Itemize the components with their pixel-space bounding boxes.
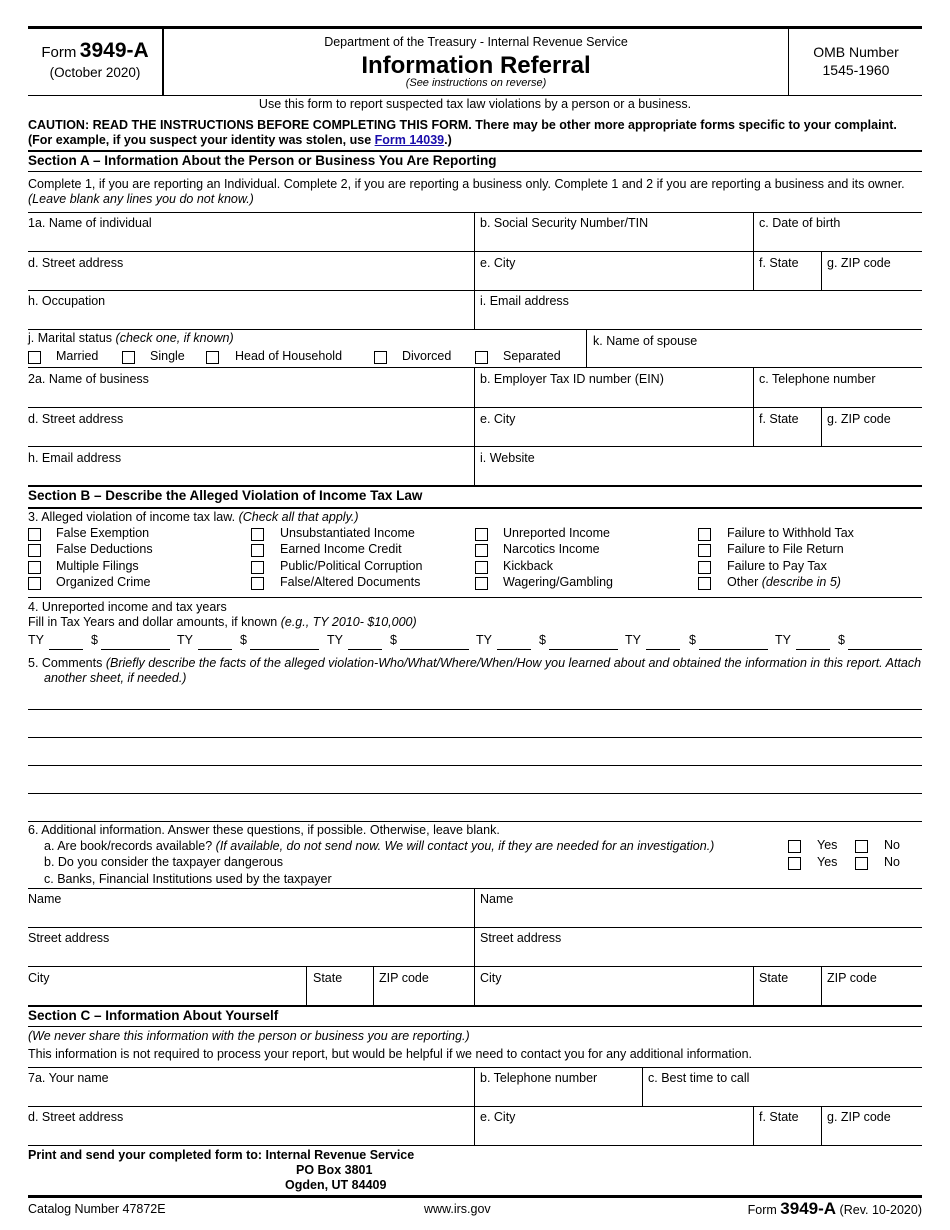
checkbox-6b-no[interactable]: [855, 857, 868, 870]
col-divider: [753, 966, 754, 1005]
department: Department of the Treasury - Internal Revenue Service: [324, 35, 628, 49]
label-failure-to-pay-tax: Failure to Pay Tax: [727, 559, 827, 573]
row-rule: [28, 446, 922, 447]
label-unreported-income: Unreported Income: [503, 526, 611, 540]
question-5-note: (Briefly describe the facts of the alleged violation-Who/What/Where/When/How you learned about and obtained the information in this report. Attach: [105, 656, 922, 670]
question-6b: b. Do you consider the taxpayer dangerous: [44, 855, 284, 869]
section-b-top-rule: [28, 485, 922, 487]
question-3-label: 3. Alleged violation of income tax law.: [28, 510, 236, 524]
checkbox-failure-to-withhold-tax[interactable]: [698, 528, 711, 541]
checkbox-separated[interactable]: [475, 351, 488, 364]
bank-2-street-label: Street address: [480, 931, 562, 945]
ty-label-3: TY: [327, 633, 343, 647]
field-7e-label: e. City: [480, 1110, 516, 1124]
label-kickback: Kickback: [503, 559, 554, 573]
checkbox-6a-yes[interactable]: [788, 840, 801, 853]
section-a-top-rule: [28, 150, 922, 152]
dollar-label-3: $: [390, 633, 397, 647]
row-rule: [28, 966, 922, 967]
section-c-note-2: This information is not required to process your report, but would be helpful if we need to contact you for any additional information.: [28, 1047, 753, 1061]
field-7b-label: b. Telephone number: [480, 1071, 598, 1085]
checkbox-public-political-corruption[interactable]: [251, 561, 264, 574]
field-1k-label: k. Name of spouse: [593, 334, 698, 348]
checkbox-other[interactable]: [698, 577, 711, 590]
form-14039-link[interactable]: Form 14039: [374, 133, 445, 147]
header-divider-right: [788, 28, 789, 95]
field-2i-label: i. Website: [480, 451, 535, 465]
field-7d-label: d. Street address: [28, 1110, 124, 1124]
amount-input-3[interactable]: [400, 649, 469, 650]
bank-2-name-label: Name: [480, 892, 514, 906]
ty-label-6: TY: [775, 633, 791, 647]
section-a-title: Section A – Information About the Person or Business You Are Reporting: [28, 153, 497, 168]
label-multiple-filings: Multiple Filings: [56, 559, 139, 573]
label-divorced: Divorced: [402, 349, 452, 363]
form-date: (October 2020): [49, 65, 141, 80]
checkbox-narcotics-income[interactable]: [475, 544, 488, 557]
field-1c-label: c. Date of birth: [759, 216, 841, 230]
label-earned-income-credit: Earned Income Credit: [280, 542, 402, 556]
label-separated: Separated: [503, 349, 561, 363]
field-2e-label: e. City: [480, 412, 516, 426]
dollar-label-4: $: [539, 633, 546, 647]
question-6c: c. Banks, Financial Institutions used by the taxpayer: [44, 872, 332, 886]
row-rule: [28, 597, 922, 598]
comment-line-1[interactable]: [28, 709, 922, 710]
bank-1-zip-label: ZIP code: [379, 971, 429, 985]
checkbox-false-exemption[interactable]: [28, 528, 41, 541]
row-rule: [28, 1145, 922, 1146]
label-6b-yes: Yes: [817, 855, 838, 869]
mailing-line-2: PO Box 3801: [296, 1163, 373, 1177]
ty-input-1[interactable]: [49, 649, 83, 650]
row-rule: [28, 290, 922, 291]
field-2a-label: 2a. Name of business: [28, 372, 149, 386]
footer-form-number: 3949-A: [780, 1199, 837, 1218]
section-c-note-1: (We never share this information with the person or business you are reporting.): [28, 1029, 470, 1043]
field-2h-label: h. Email address: [28, 451, 122, 465]
label-false-deductions: False Deductions: [56, 542, 153, 556]
see-instructions: (See instructions on reverse): [405, 77, 547, 89]
footer-rule: [28, 1195, 922, 1198]
footer-website: www.irs.gov: [424, 1202, 491, 1216]
mailing-line-1: Print and send your completed form to: Internal Revenue Service: [28, 1148, 415, 1162]
row-rule: [28, 251, 922, 252]
ty-input-6[interactable]: [796, 649, 830, 650]
amount-input-2[interactable]: [250, 649, 319, 650]
col-divider: [586, 329, 587, 367]
comment-line-3[interactable]: [28, 765, 922, 766]
label-other-text: Other: [727, 575, 759, 589]
field-1b-label: b. Social Security Number/TIN: [480, 216, 649, 230]
section-a-instructions-note: (Leave blank any lines you do not know.): [28, 192, 254, 206]
label-other-note: (describe in 5): [761, 575, 841, 589]
col-divider: [821, 966, 822, 1005]
col-divider: [642, 1067, 643, 1106]
use-text: Use this form to report suspected tax law violations by a person or a business.: [258, 97, 692, 111]
label-organized-crime: Organized Crime: [56, 575, 151, 589]
checkbox-failure-to-pay-tax[interactable]: [698, 561, 711, 574]
section-c-title: Section C – Information About Yourself: [28, 1008, 279, 1023]
checkbox-false-altered-documents[interactable]: [251, 577, 264, 590]
field-2g-label: g. ZIP code: [827, 412, 891, 426]
field-1j-label: [28, 331, 234, 346]
question-6a-label: a. Are book/records available?: [44, 839, 213, 853]
col-divider: [821, 1106, 822, 1145]
col-divider: [474, 367, 475, 485]
question-4-fill: [28, 615, 417, 630]
comment-line-4[interactable]: [28, 793, 922, 794]
field-7c-label: c. Best time to call: [648, 1071, 750, 1085]
dollar-label-5: $: [689, 633, 696, 647]
ty-input-5[interactable]: [646, 649, 680, 650]
row-rule: [28, 888, 922, 889]
checkbox-organized-crime[interactable]: [28, 577, 41, 590]
label-wagering-gambling: Wagering/Gambling: [503, 575, 614, 589]
label-single: Single: [150, 349, 185, 363]
label-narcotics-income: Narcotics Income: [503, 542, 600, 556]
row-rule: [28, 407, 922, 408]
caution-line-1: CAUTION: READ THE INSTRUCTIONS BEFORE COMPLETING THIS FORM. There may be other more appropriate forms specific to your complaint.: [28, 118, 897, 132]
section-a-instructions: Complete 1, if you are reporting an Individual. Complete 2, if you are reporting a business only. Complete 1 and 2 if you are reporting a business and its owner.: [28, 177, 905, 191]
col-divider: [373, 966, 374, 1005]
checkbox-kickback[interactable]: [475, 561, 488, 574]
question-6a-note: (If available, do not send now. We will contact you, if they are needed for an investigation.): [215, 839, 715, 853]
label-head-of-household: Head of Household: [235, 349, 343, 363]
question-5-note-2: another sheet, if needed.): [44, 671, 187, 685]
field-2f-label: f. State: [759, 412, 799, 426]
dollar-label-2: $: [240, 633, 247, 647]
caution-line-2: [28, 133, 452, 148]
field-1h-label: h. Occupation: [28, 294, 106, 308]
col-divider: [474, 888, 475, 1005]
marital-label: j. Marital status: [28, 331, 113, 345]
bank-2-city-label: City: [480, 971, 502, 985]
ty-input-4[interactable]: [497, 649, 531, 650]
field-1i-label: i. Email address: [480, 294, 569, 308]
dollar-label-6: $: [838, 633, 845, 647]
question-5: [28, 656, 921, 671]
form-id: [28, 40, 162, 64]
amount-input-1[interactable]: [101, 649, 170, 650]
checkbox-unreported-income[interactable]: [475, 528, 488, 541]
amount-input-4[interactable]: [549, 649, 618, 650]
checkbox-head-of-household[interactable]: [206, 351, 219, 364]
header-bottom-rule: [28, 95, 922, 96]
question-4: 4. Unreported income and tax years: [28, 600, 227, 614]
question-4-fill-text: Fill in Tax Years and dollar amounts, if known: [28, 615, 278, 629]
checkbox-failure-to-file-return[interactable]: [698, 544, 711, 557]
field-1e-label: e. City: [480, 256, 516, 270]
mailing-line-3: Ogden, UT 84409: [285, 1178, 387, 1192]
checkbox-earned-income-credit[interactable]: [251, 544, 264, 557]
row-rule: [28, 329, 922, 330]
field-2b-label: b. Employer Tax ID number (EIN): [480, 372, 664, 386]
question-6: 6. Additional information. Answer these questions, if possible. Otherwise, leave blank.: [28, 823, 500, 837]
footer-form-id: [690, 1199, 922, 1220]
col-divider: [306, 966, 307, 1005]
footer-form-word: Form: [747, 1203, 777, 1217]
comment-line-2[interactable]: [28, 737, 922, 738]
label-other: [727, 575, 841, 590]
label-failure-to-withhold-tax: Failure to Withhold Tax: [727, 526, 854, 540]
amount-input-6[interactable]: [848, 649, 922, 650]
checkbox-divorced[interactable]: [374, 351, 387, 364]
caution-line-2-post: .): [444, 133, 452, 147]
section-b-title-rule: [28, 507, 922, 509]
label-failure-to-file-return: Failure to File Return: [727, 542, 844, 556]
question-3: [28, 510, 359, 525]
omb-number: 1545-1960: [822, 62, 890, 78]
ty-input-3[interactable]: [348, 649, 382, 650]
label-6a-yes: Yes: [817, 838, 838, 852]
form-word: Form: [41, 44, 77, 61]
label-married: Married: [56, 349, 99, 363]
field-7a-label: 7a. Your name: [28, 1071, 109, 1085]
field-1a-label: 1a. Name of individual: [28, 216, 152, 230]
amount-input-5[interactable]: [699, 649, 768, 650]
field-7g-label: g. ZIP code: [827, 1110, 891, 1124]
field-1f-label: f. State: [759, 256, 799, 270]
checkbox-unsubstantiated-income[interactable]: [251, 528, 264, 541]
field-1d-label: d. Street address: [28, 256, 124, 270]
question-5-label: 5. Comments: [28, 656, 103, 670]
section-c-top-rule: [28, 1005, 922, 1007]
label-6a-no: No: [884, 838, 900, 852]
section-a-title-rule: [28, 171, 922, 172]
label-false-altered-documents: False/Altered Documents: [280, 575, 421, 589]
bank-2-zip-label: ZIP code: [827, 971, 877, 985]
row-rule: [28, 927, 922, 928]
checkbox-false-deductions[interactable]: [28, 544, 41, 557]
omb-label: OMB Number: [813, 44, 899, 60]
form-number: 3949-A: [79, 39, 149, 62]
checkbox-wagering-gambling[interactable]: [475, 577, 488, 590]
label-public-political-corruption: Public/Political Corruption: [280, 559, 423, 573]
label-false-exemption: False Exemption: [56, 526, 150, 540]
question-3-note: (Check all that apply.): [238, 510, 359, 524]
bank-2-state-label: State: [759, 971, 789, 985]
section-c-title-rule: [28, 1026, 922, 1027]
section-b-title: Section B – Describe the Alleged Violation of Income Tax Law: [28, 488, 423, 503]
checkbox-single[interactable]: [122, 351, 135, 364]
bank-1-street-label: Street address: [28, 931, 110, 945]
field-2d-label: d. Street address: [28, 412, 124, 426]
ty-label-1: TY: [28, 633, 44, 647]
form-title: Information Referral: [361, 52, 591, 79]
bank-1-name-label: Name: [28, 892, 62, 906]
caution-line-2-pre: (For example, if you suspect your identity was stolen, use: [28, 133, 375, 147]
bank-1-state-label: State: [313, 971, 343, 985]
checkbox-married[interactable]: [28, 351, 41, 364]
col-divider: [753, 1106, 754, 1145]
checkbox-6b-yes[interactable]: [788, 857, 801, 870]
ty-label-4: TY: [476, 633, 492, 647]
label-unsubstantiated-income: Unsubstantiated Income: [280, 526, 415, 540]
bank-1-city-label: City: [28, 971, 50, 985]
catalog-number: Catalog Number 47872E: [28, 1202, 166, 1216]
col-divider: [821, 251, 822, 290]
field-7f-label: f. State: [759, 1110, 799, 1124]
ty-label-5: TY: [625, 633, 641, 647]
row-rule: [28, 1106, 922, 1107]
col-divider: [474, 212, 475, 330]
comment-line-5[interactable]: [28, 821, 922, 822]
row-rule: [28, 1067, 922, 1068]
ty-input-2[interactable]: [198, 649, 232, 650]
dollar-label-1: $: [91, 633, 98, 647]
checkbox-multiple-filings[interactable]: [28, 561, 41, 574]
marital-note: (check one, if known): [115, 331, 234, 345]
footer-rev: (Rev. 10-2020): [839, 1203, 922, 1217]
field-2c-label: c. Telephone number: [759, 372, 876, 386]
row-rule: [28, 212, 922, 213]
question-6a: [44, 839, 714, 854]
field-1g-label: g. ZIP code: [827, 256, 891, 270]
col-divider: [821, 407, 822, 446]
checkbox-6a-no[interactable]: [855, 840, 868, 853]
question-4-example: (e.g., TY 2010- $10,000): [280, 615, 417, 629]
row-rule: [28, 367, 922, 368]
label-6b-no: No: [884, 855, 900, 869]
ty-label-2: TY: [177, 633, 193, 647]
